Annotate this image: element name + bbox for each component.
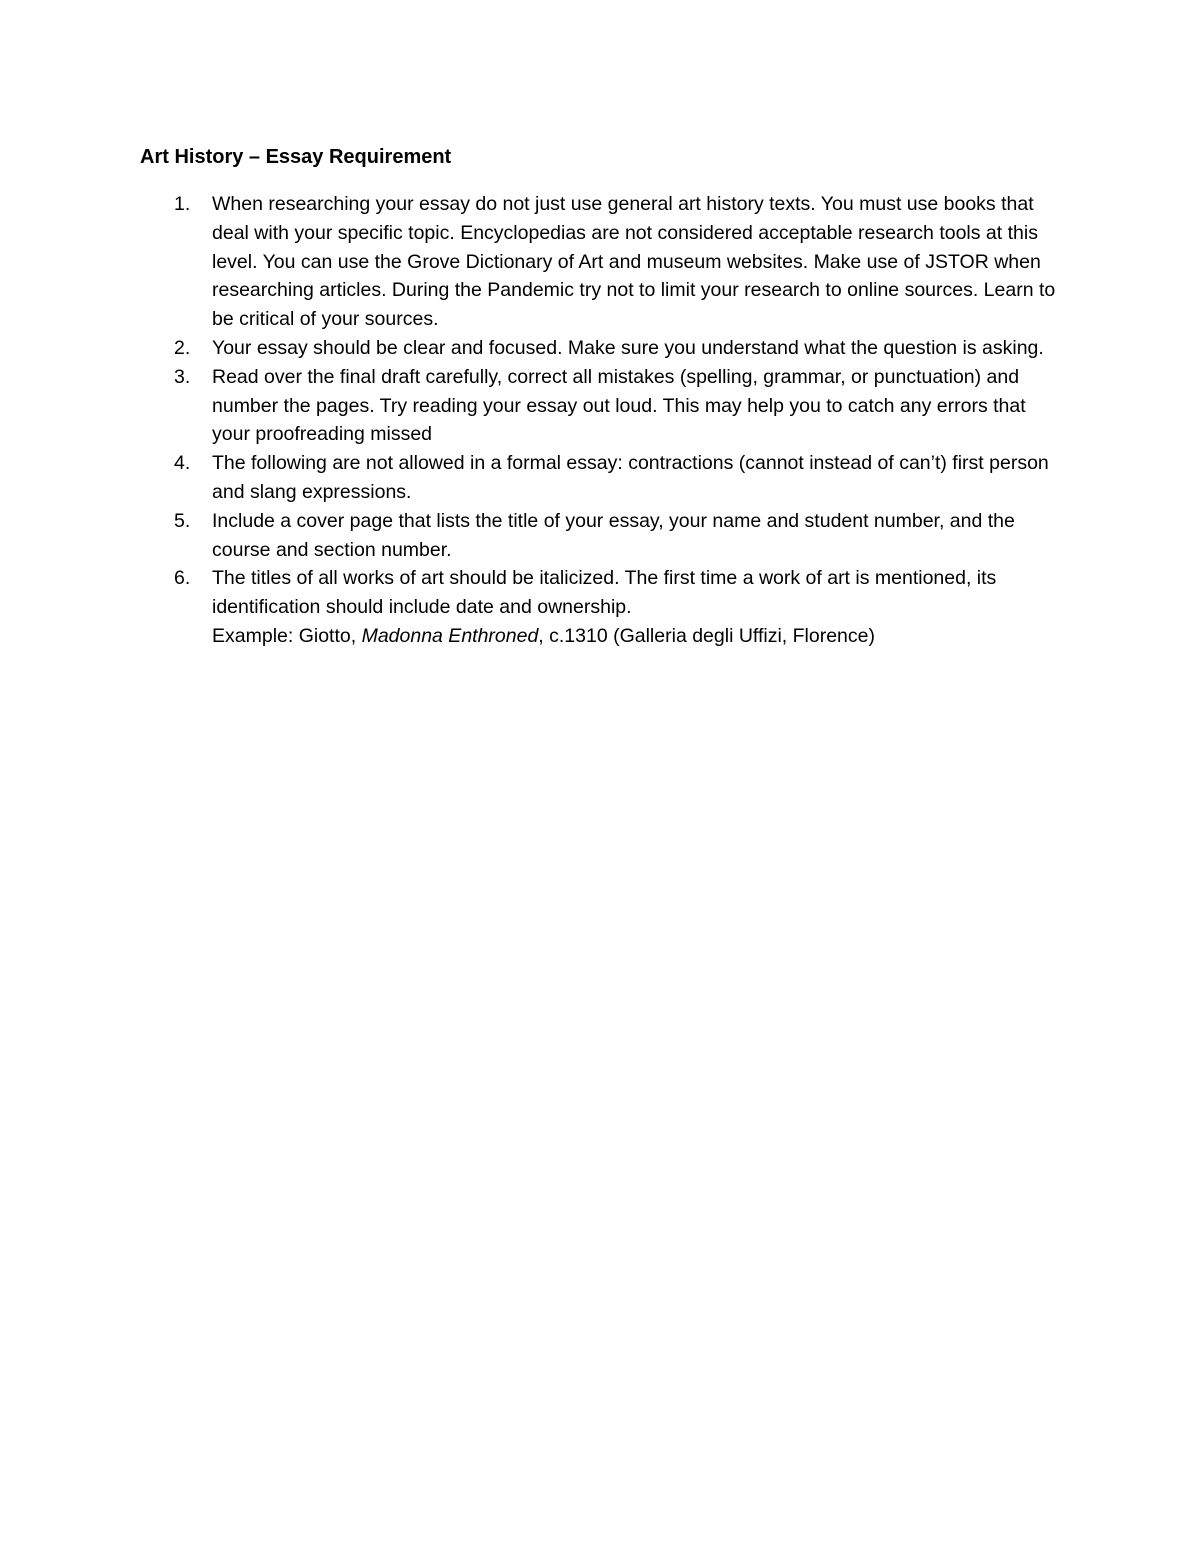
document-title: Art History – Essay Requirement bbox=[140, 146, 452, 168]
requirement-number: 6. bbox=[174, 567, 191, 590]
requirement-item-5 bbox=[140, 507, 1060, 565]
requirement-item-6 bbox=[140, 564, 1060, 650]
artwork-title: Madonna Enthroned bbox=[361, 624, 539, 647]
requirement-number: 5. bbox=[174, 509, 191, 532]
requirement-number: 1. bbox=[174, 193, 191, 215]
requirement-number: 4. bbox=[174, 452, 191, 475]
example-prefix: Example: Giotto, bbox=[212, 624, 362, 647]
requirement-item-1 bbox=[140, 190, 1060, 334]
requirement-item-4 bbox=[140, 449, 1060, 507]
requirement-number: 3. bbox=[174, 365, 191, 388]
requirements-list bbox=[140, 190, 1060, 651]
requirement-text: Your essay should be clear and focused. Make sure you understand what the question is asking. bbox=[212, 336, 1044, 359]
requirement-text: When researching your essay do not just use general art history texts. You must use books that deal with your specific topic. Encyclopedias are not considered acceptable research tools at this level. You can use the Grove Dictionary of Art and museum websites. Make use of JSTOR when researching articles. During the Pandemic try not to limit your research to online sources. Learn to be critical of your sources. bbox=[212, 193, 1056, 331]
requirement-item-3 bbox=[140, 363, 1060, 449]
requirement-text: The titles of all works of art should be italicized. The first time a work of art is mentioned, its identification should include date and ownership. bbox=[212, 567, 997, 619]
requirement-item-2 bbox=[140, 334, 1060, 363]
requirement-text: The following are not allowed in a formal essay: contractions (cannot instead of can’t) first person and slang expressions. bbox=[212, 452, 1049, 503]
example-suffix: , c.1310 (Galleria degli Uffizi, Florence) bbox=[538, 624, 875, 647]
requirement-number: 2. bbox=[174, 336, 191, 359]
citation-example bbox=[212, 622, 1060, 651]
requirement-text: Read over the final draft carefully, correct all mistakes (spelling, grammar, or punctuation) and number the pages. Try reading your essay out loud. This may help you to catch any errors that your proofreading missed bbox=[212, 365, 1026, 446]
requirement-text: Include a cover page that lists the title of your essay, your name and student number, and the course and section number. bbox=[212, 509, 1015, 561]
